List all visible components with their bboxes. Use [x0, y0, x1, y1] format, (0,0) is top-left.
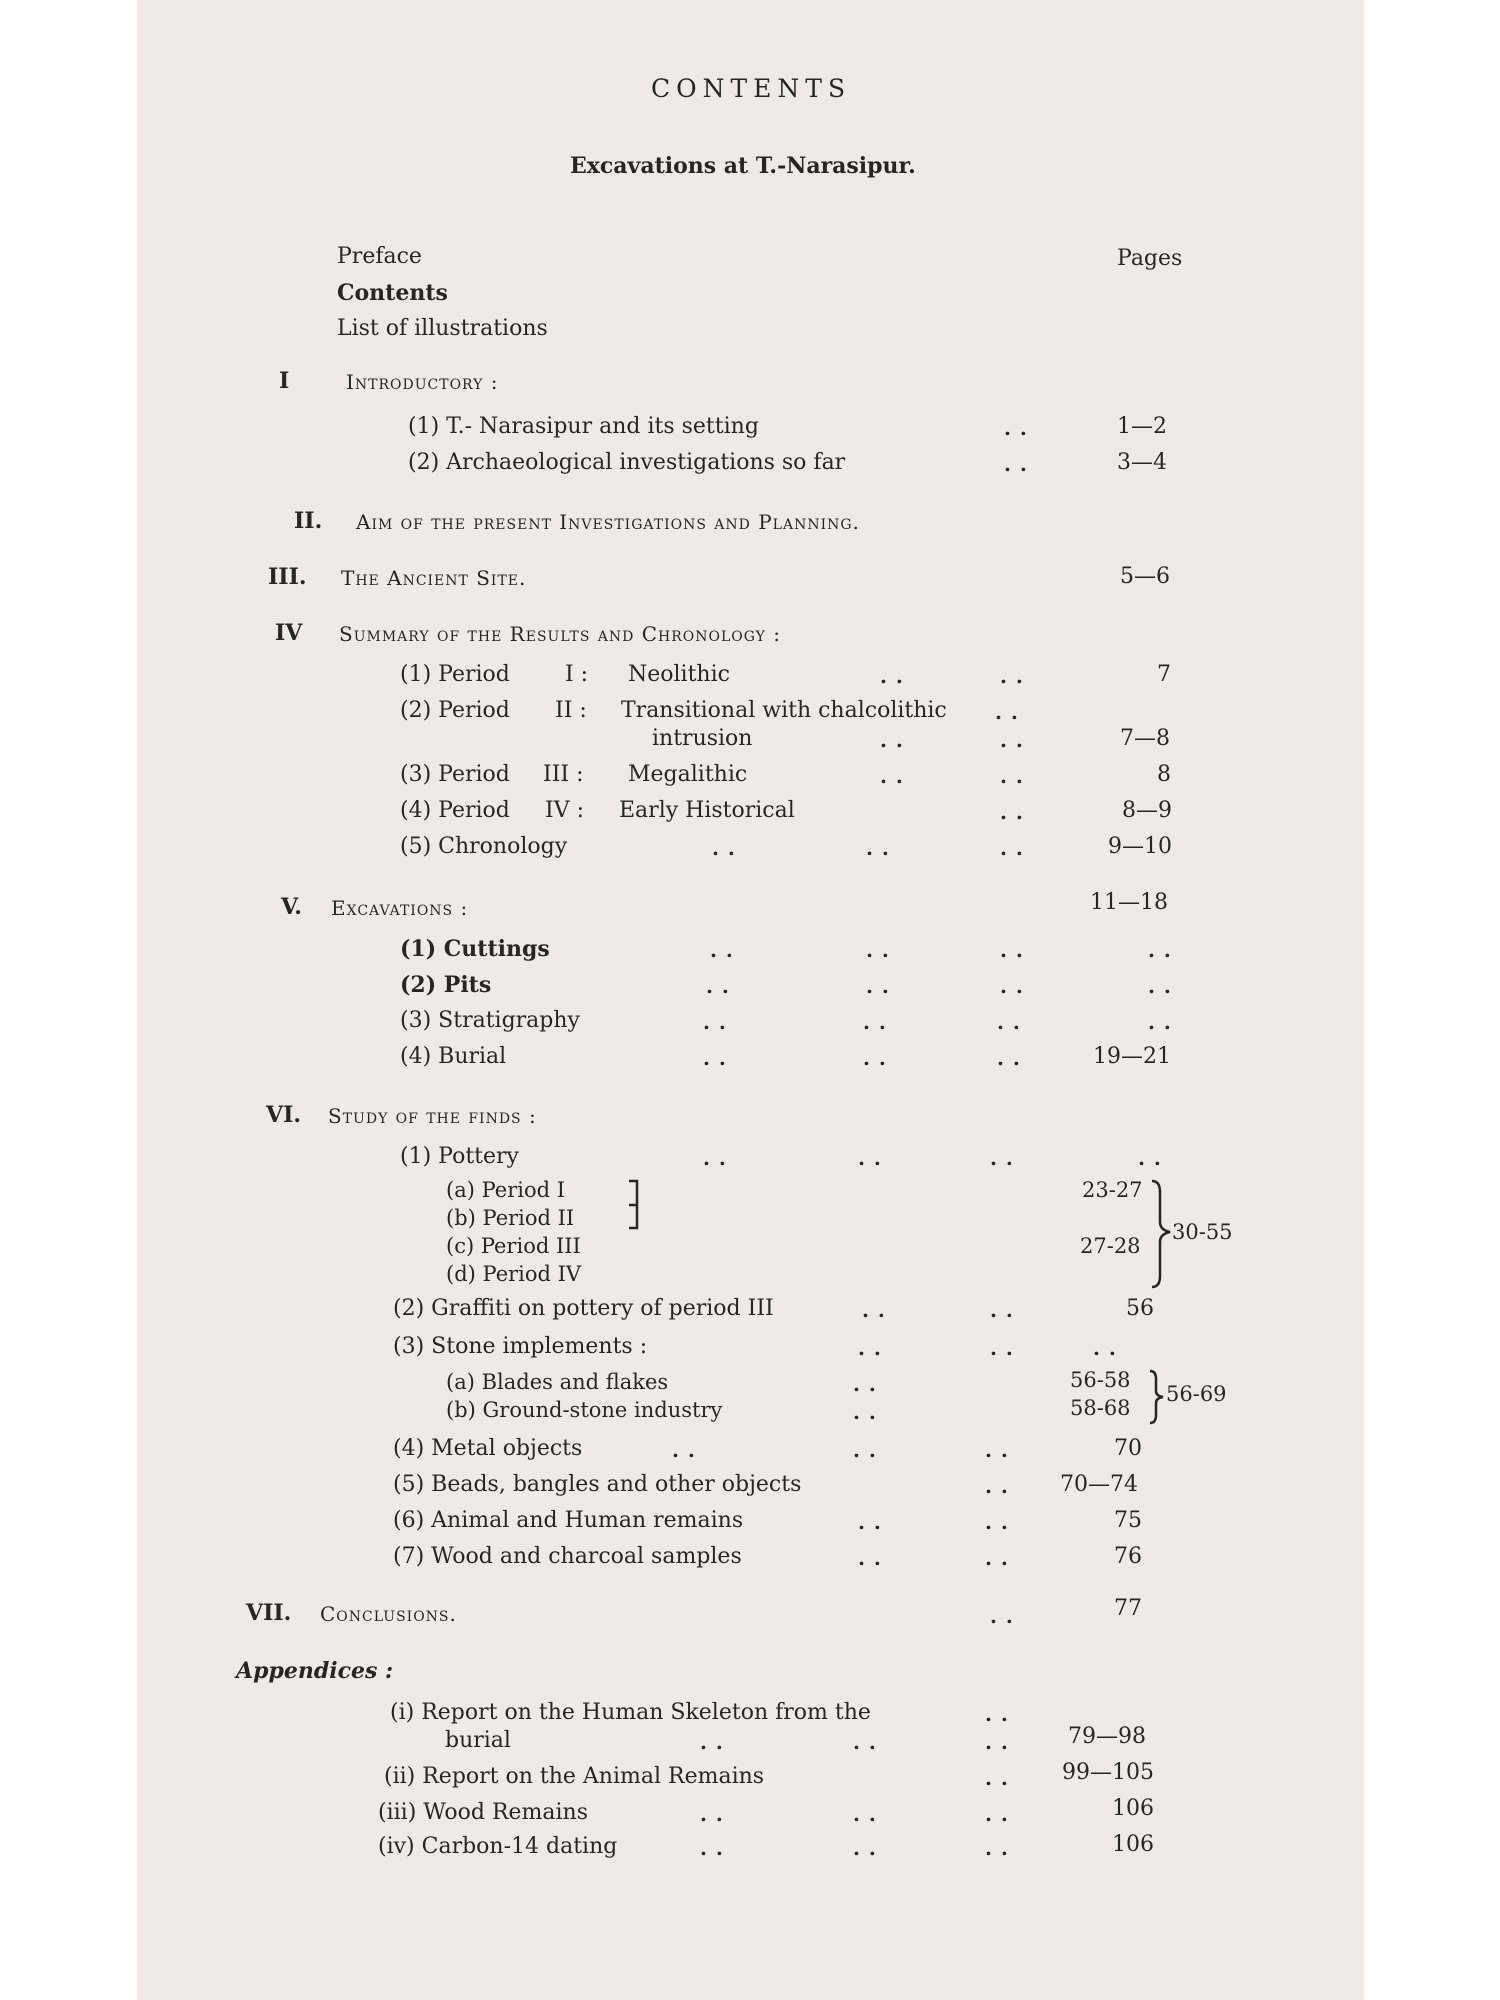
chapter-number: I [279, 368, 290, 394]
dot-leader: . . [1000, 800, 1024, 824]
entry-label: (5) Beads, bangles and other objects [393, 1472, 802, 1497]
chapter-number: II. [294, 508, 323, 534]
entry-label: (6) Animal and Human remains [393, 1508, 744, 1533]
entry-label: (1) Pottery [400, 1144, 519, 1169]
dot-leader: . . [866, 974, 890, 998]
dot-leader: . . [672, 1438, 696, 1462]
dot-leader: . . [1000, 974, 1024, 998]
chapter-title: Summary of the Results and Chronology : [339, 622, 782, 646]
dot-leader: . . [985, 1730, 1009, 1754]
entry-pages: 3—4 [1117, 450, 1167, 475]
dot-leader: . . [990, 1604, 1014, 1628]
dot-leader: . . [1093, 1336, 1117, 1360]
chapter-title: Excavations : [331, 896, 469, 920]
dot-leader: . . [862, 1298, 886, 1322]
entry-pages: 9—10 [1108, 834, 1172, 859]
period-roman: I : [565, 662, 589, 687]
period-roman: III : [543, 762, 584, 787]
entry-pages: 56-58 [1070, 1368, 1131, 1392]
dot-leader: . . [990, 1336, 1014, 1360]
period-roman: IV : [545, 798, 584, 823]
dot-leader: . . [985, 1766, 1009, 1790]
dot-leader: . . [703, 1010, 727, 1034]
dot-leader: . . [853, 1372, 877, 1396]
dot-leader: . . [863, 1010, 887, 1034]
contents-title: CONTENTS [651, 74, 852, 103]
period-description: Early Historical [619, 798, 795, 823]
dot-leader: . . [853, 1730, 877, 1754]
dot-leader: . . [995, 700, 1019, 724]
dot-leader: . . [1000, 728, 1024, 752]
entry-pages: 106 [1112, 1832, 1154, 1857]
dot-leader: . . [703, 1146, 727, 1170]
entry-label: (3) Stratigraphy [400, 1008, 580, 1033]
entry-pages: 5—6 [1120, 564, 1170, 589]
dot-leader: . . [700, 1730, 724, 1754]
dot-leader: . . [866, 836, 890, 860]
dot-leader: . . [1004, 452, 1028, 476]
dot-leader: . . [997, 1010, 1021, 1034]
dot-leader: . . [866, 938, 890, 962]
dot-leader: . . [1138, 1146, 1162, 1170]
dot-leader: . . [880, 664, 904, 688]
dot-leader: . . [700, 1836, 724, 1860]
chapter-number: VI. [266, 1102, 302, 1128]
entry-label: (2) Graffiti on pottery of period III [393, 1296, 774, 1321]
entry-label: (4) Burial [400, 1044, 507, 1069]
entry-label: (1) Cuttings [400, 936, 550, 962]
entry-label: (2) Archaeological investigations so far [408, 450, 846, 475]
dot-leader: . . [858, 1336, 882, 1360]
period-number: (3) Period [400, 762, 510, 787]
entry-pages-total: 56-69 [1166, 1382, 1227, 1406]
entry-pages: 8—9 [1122, 798, 1172, 823]
dot-leader: . . [985, 1546, 1009, 1570]
period-description: Megalithic [628, 762, 748, 787]
dot-leader: . . [863, 1046, 887, 1070]
entry-pages: 70—74 [1060, 1472, 1138, 1497]
entry-pages: 56 [1126, 1296, 1154, 1321]
appendix-label: (iii) Wood Remains [378, 1800, 589, 1825]
entry-label: (a) Blades and flakes [446, 1370, 669, 1394]
dot-leader: . . [990, 1146, 1014, 1170]
chapter-title: The Ancient Site. [341, 566, 527, 590]
bracket-icon [626, 1178, 646, 1232]
entry-pages: 7 [1157, 662, 1171, 687]
pottery-period: (a) Period I [446, 1178, 566, 1202]
dot-leader: . . [853, 1438, 877, 1462]
chapter-title: Aim of the present Investigations and Planning. [356, 510, 860, 534]
entry-pages: 79—98 [1068, 1724, 1146, 1749]
appendix-label: (ii) Report on the Animal Remains [384, 1764, 765, 1789]
entry-pages: 7—8 [1120, 726, 1170, 751]
appendix-label-continued: burial [445, 1728, 511, 1753]
pottery-period: (d) Period IV [446, 1262, 582, 1286]
entry-pages: 27-28 [1080, 1234, 1141, 1258]
dot-leader: . . [858, 1146, 882, 1170]
dot-leader: . . [1148, 938, 1172, 962]
appendices-title: Appendices : [236, 1658, 394, 1684]
entry-pages: 75 [1114, 1508, 1142, 1533]
front-matter-preface: Preface [337, 244, 422, 269]
period-roman: II : [555, 698, 587, 723]
chapter-title: Study of the finds : [328, 1104, 537, 1128]
entry-label: (b) Ground-stone industry [446, 1398, 723, 1422]
entry-pages: 11—18 [1090, 890, 1168, 915]
period-description-continued: intrusion [652, 726, 753, 751]
chapter-number: VII. [246, 1600, 292, 1626]
dot-leader: . . [985, 1702, 1009, 1726]
entry-pages: 23-27 [1082, 1178, 1143, 1202]
period-number: (5) Chronology [400, 834, 568, 859]
dot-leader: . . [706, 974, 730, 998]
dot-leader: . . [858, 1510, 882, 1534]
chapter-number: V. [281, 894, 302, 920]
front-matter-illustrations: List of illustrations [337, 316, 548, 341]
entry-label: (1) T.- Narasipur and its setting [408, 414, 759, 439]
entry-label: (3) Stone implements : [393, 1334, 648, 1359]
dot-leader: . . [712, 836, 736, 860]
dot-leader: . . [1004, 416, 1028, 440]
pages-header: Pages [1117, 246, 1183, 271]
chapter-number: IV [275, 620, 303, 646]
entry-pages: 77 [1114, 1596, 1142, 1621]
period-number: (4) Period [400, 798, 510, 823]
chapter-title: Introductory : [346, 370, 499, 394]
chapter-number: III. [268, 564, 307, 590]
brace-icon [1146, 1368, 1168, 1426]
dot-leader: . . [700, 1802, 724, 1826]
entry-label: (2) Pits [400, 972, 492, 998]
period-number: (2) Period [400, 698, 510, 723]
entry-pages: 1—2 [1117, 414, 1167, 439]
entry-pages: 99—105 [1062, 1760, 1154, 1785]
dot-leader: . . [985, 1802, 1009, 1826]
dot-leader: . . [1148, 1010, 1172, 1034]
entry-pages: 8 [1157, 762, 1171, 787]
dot-leader: . . [990, 1298, 1014, 1322]
entry-pages: 19—21 [1093, 1044, 1171, 1069]
dot-leader: . . [985, 1438, 1009, 1462]
chapter-title: Conclusions. [320, 1602, 457, 1626]
appendix-label: (iv) Carbon-14 dating [378, 1834, 618, 1859]
entry-pages: 106 [1112, 1796, 1154, 1821]
dot-leader: . . [985, 1836, 1009, 1860]
dot-leader: . . [985, 1474, 1009, 1498]
dot-leader: . . [853, 1400, 877, 1424]
dot-leader: . . [710, 938, 734, 962]
dot-leader: . . [1000, 938, 1024, 962]
entry-pages: 70 [1114, 1436, 1142, 1461]
dot-leader: . . [703, 1046, 727, 1070]
entry-pages: 76 [1114, 1544, 1142, 1569]
dot-leader: . . [997, 1046, 1021, 1070]
dot-leader: . . [985, 1510, 1009, 1534]
dot-leader: . . [1148, 974, 1172, 998]
period-number: (1) Period [400, 662, 510, 687]
pottery-period: (c) Period III [446, 1234, 581, 1258]
pottery-period: (b) Period II [446, 1206, 575, 1230]
entry-label: (7) Wood and charcoal samples [393, 1544, 742, 1569]
dot-leader: . . [880, 728, 904, 752]
entry-pages-total: 30-55 [1172, 1220, 1233, 1244]
front-matter-contents: Contents [337, 280, 448, 306]
dot-leader: . . [858, 1546, 882, 1570]
period-description: Transitional with chalcolithic [621, 698, 947, 723]
entry-label: (4) Metal objects [393, 1436, 583, 1461]
dot-leader: . . [1000, 664, 1024, 688]
appendix-label: (i) Report on the Human Skeleton from the [390, 1700, 871, 1725]
dot-leader: . . [1000, 764, 1024, 788]
entry-pages: 58-68 [1070, 1396, 1131, 1420]
dot-leader: . . [853, 1802, 877, 1826]
period-description: Neolithic [628, 662, 730, 687]
dot-leader: . . [853, 1836, 877, 1860]
dot-leader: . . [1000, 836, 1024, 860]
subtitle: Excavations at T.-Narasipur. [570, 153, 916, 179]
dot-leader: . . [880, 764, 904, 788]
